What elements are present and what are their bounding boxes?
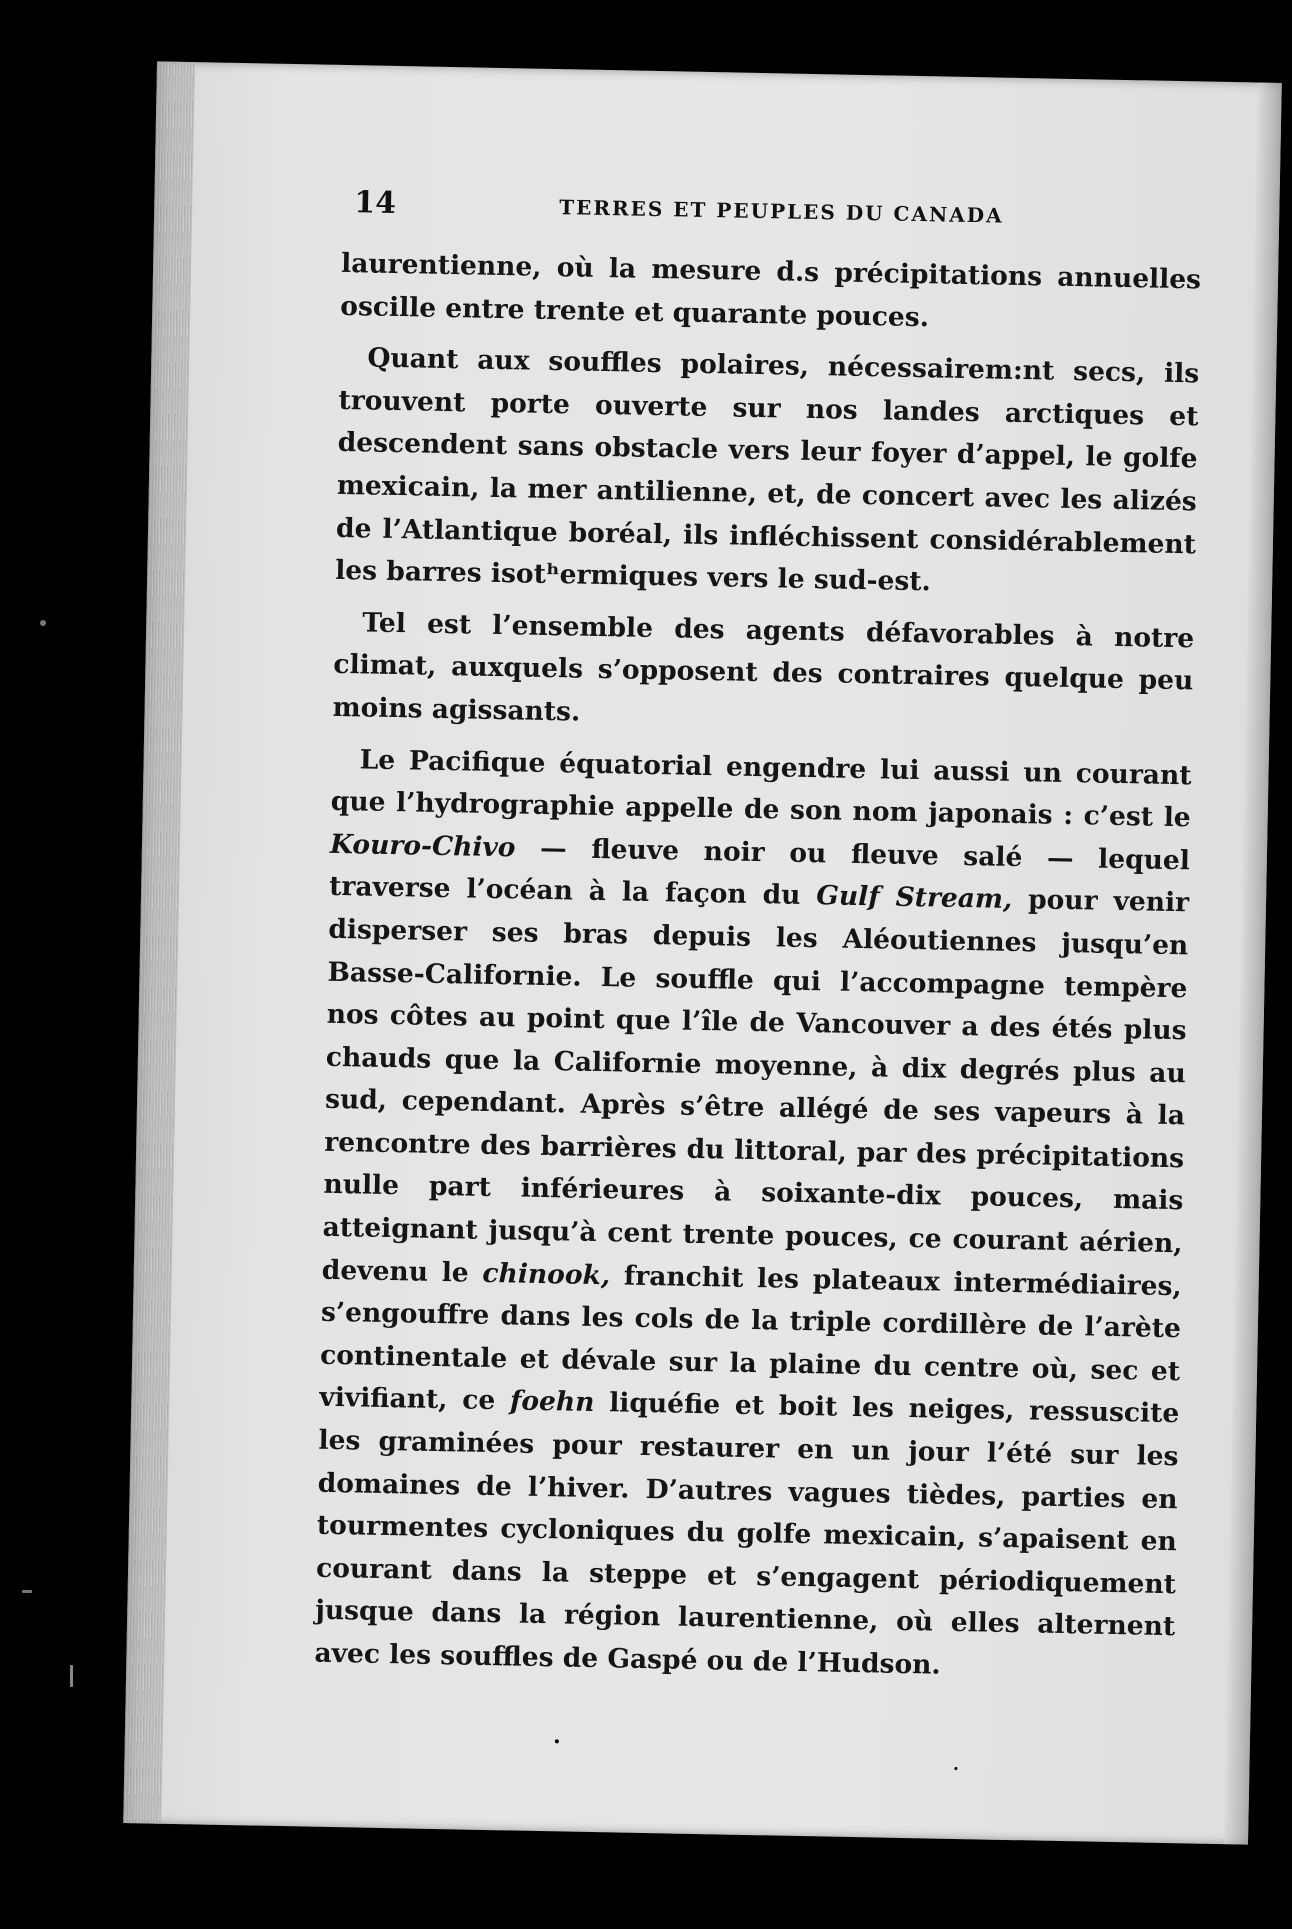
scan-speck — [555, 1739, 559, 1743]
page-number: 14 — [354, 185, 397, 221]
paragraph-2: Quant aux souffles polaires, nécessairem:nt secs, ils trouvent porte ouverte sur nos landes arctiques et descendent sans obstacle vers leur foyer d’appel, le golfe mexicain, la mer antilienne, et, de concert avec les alizés de l’Atlantique boréal, ils infléchissent considérablement les barres isotʰermiques vers le sud-est. — [334, 342, 1200, 598]
running-title: TERRES ET PEUPLES DU CANADA — [559, 195, 1004, 228]
paragraph-4-part-e: liquéfie et boit les neiges, ressuscite les graminées pour restaurer en un jour l’été sur les domaines de l’hiver. D’autres vagues tièdes, parties en tourmentes cycloniques du golfe mexicain, s’apaisent en courant dans la steppe et s’engagent périodiquement jusque dans la région laurentienne, où elles alternent avec les souffles de Gaspé ou de l’Hudson. — [314, 1387, 1180, 1681]
scan-artifact — [22, 1590, 32, 1593]
paragraph-4 — [314, 738, 1192, 1691]
term-gulf-stream: Gulf Stream, — [816, 880, 1013, 916]
scan-artifact — [70, 1665, 73, 1687]
term-kouro-chivo: Kouro-Chivo — [329, 828, 516, 864]
paragraph-4-part-b: — fleuve noir ou fleuve salé — lequel traverse l’océan à la façon du — [328, 832, 1191, 912]
scan-speck — [954, 1767, 957, 1770]
paragraph-4-part-c: pour venir disperser ses bras depuis les Aléoutiennes jusqu’en Basse-Californie. Le souffle qui l’accompagne tempère nos côtes au point que l’île de Vancouver a des étés plus chauds que la Californie moyenne, à dix degrés plus au sud, cependant. Après s’être allégé de ses vapeurs à la rencontre des barrières du littoral, par des précipitations nulle part inférieures à soixante-dix pouces, mais atteignant jusqu’à cent trente pouces, ce courant aérien, devenu le — [321, 884, 1190, 1289]
term-chinook: chinook, — [482, 1257, 611, 1291]
scan-artifact — [40, 620, 46, 626]
body-text — [314, 243, 1201, 1692]
paragraph-3: Tel est l’ensemble des agents défavorables à notre climat, auxquels s’opposent des contraires quelque peu moins agissants. — [332, 607, 1195, 728]
page-binding-edge — [123, 61, 195, 1823]
paragraph-4-part-a: Le Pacifique équatorial engendre lui aussi un courant que l’hydrographie appelle de son nom japonais : c’est le — [330, 743, 1192, 834]
paragraph-1: laurentienne, où la mesure d.s précipitations annuelles oscille entre trente et quarante pouces. — [340, 247, 1202, 333]
term-foehn: foehn — [509, 1385, 595, 1419]
book-page — [123, 61, 1282, 1844]
page-right-edge — [1224, 83, 1282, 1845]
paragraph-4-part-d: franchit les plateaux intermédiaires, s’engouffre dans les cols de la triple cordillère de l’arète continentale et dévale sur la plaine du centre où, sec et vivifiant, ce — [319, 1259, 1182, 1417]
running-head — [354, 185, 1175, 241]
